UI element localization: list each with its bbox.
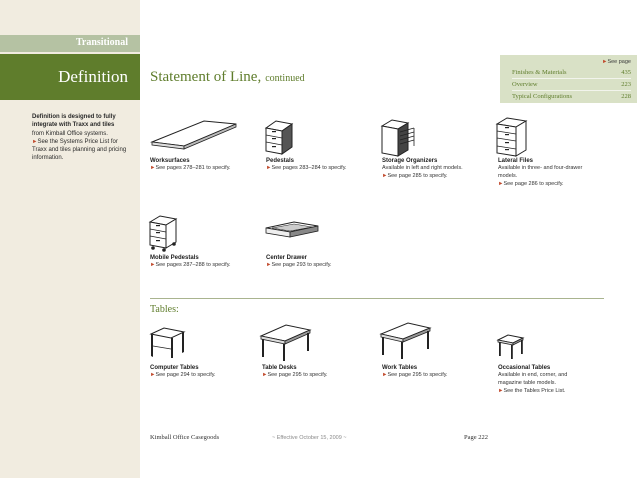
product-name: Center Drawer	[266, 255, 308, 261]
table-note: ►See page 294 to specify.	[150, 372, 216, 378]
product-center-drawer	[264, 220, 320, 244]
reference-row[interactable]	[512, 67, 631, 79]
page-title-continued: continued	[265, 73, 305, 84]
product-note: ►See pages 283–284 to specify.	[266, 165, 347, 171]
table-name: Occasional Tables	[498, 365, 551, 371]
table-name: Work Tables	[382, 365, 418, 371]
sidebar-description	[32, 113, 127, 163]
page-reference-box	[500, 55, 637, 103]
product-name: Worksurfaces	[150, 158, 190, 164]
page-title-main: Statement of Line,	[150, 69, 262, 85]
product-note: ►See pages 287–288 to specify.	[150, 262, 231, 268]
table-desk	[258, 322, 312, 362]
arrow-icon: ►	[150, 262, 156, 268]
table-detail: Available in end, corner, and	[498, 372, 568, 378]
table-computer	[148, 326, 188, 360]
storage-organizer-icon	[378, 118, 418, 158]
table-detail: magazine table models.	[498, 379, 557, 386]
arrow-icon: ►	[266, 262, 272, 268]
sidebar-intro-rest: from Kimball Office systems.	[32, 130, 108, 137]
arrow-icon: ►	[262, 372, 268, 378]
center-drawer-icon	[264, 220, 320, 244]
product-note: ►See pages 278–281 to specify.	[150, 165, 231, 171]
reference-label: Overview	[512, 81, 538, 88]
pedestal-icon	[262, 118, 298, 156]
reference-row[interactable]	[512, 91, 631, 103]
product-worksurfaces	[150, 118, 240, 154]
product-note: ►See page 286 to specify.	[498, 180, 564, 187]
reference-page: 223	[621, 81, 631, 88]
product-detail: Available in three- and four-drawer	[498, 165, 583, 171]
arrow-icon: ►	[601, 59, 608, 65]
section-title: Definition	[58, 67, 128, 86]
product-mobile-pedestals	[147, 214, 181, 254]
arrow-icon: ►	[150, 165, 156, 171]
work-table-icon	[378, 320, 432, 360]
table-name: Table Desks	[262, 365, 297, 371]
worksurface-icon	[150, 118, 240, 154]
product-lateral-files-text	[498, 157, 582, 188]
product-center-drawer-text	[266, 254, 332, 270]
mobile-pedestal-icon	[147, 214, 181, 254]
product-detail: models.	[498, 172, 518, 179]
computer-table-icon	[148, 326, 188, 360]
product-pedestals	[262, 118, 298, 156]
reference-label: Typical Configurations	[512, 93, 573, 100]
product-name: Pedestals	[266, 158, 295, 164]
product-pedestals-text	[266, 157, 347, 173]
table-occasional	[496, 332, 526, 360]
table-name: Computer Tables	[150, 365, 199, 371]
section-header	[0, 54, 140, 100]
arrow-icon: ►	[266, 165, 272, 171]
footer-effective-date: ~ Effective October 15, 2009 ~	[272, 435, 347, 441]
table-work-text	[382, 364, 448, 380]
table-desk-text	[262, 364, 328, 380]
reference-row[interactable]	[512, 79, 631, 91]
reference-page: 228	[621, 93, 631, 100]
section-divider	[150, 298, 604, 299]
table-note: ►See page 295 to specify.	[382, 372, 448, 378]
product-storage-organizers	[378, 118, 418, 158]
footer-page-number: Page 222	[464, 434, 489, 441]
reference-label: Finishes & Materials	[512, 69, 567, 76]
product-name: Mobile Pedestals	[150, 255, 199, 261]
footer-brand: Kimball Office Casegoods	[150, 434, 220, 441]
table-computer-text	[150, 364, 216, 380]
sidebar-intro-bold: Definition is designed to fully integrate with Traxx and tiles	[32, 114, 116, 129]
category-tab-label: Transitional	[75, 37, 128, 48]
product-mobile-pedestals-text	[150, 254, 231, 270]
arrow-icon: ►	[498, 387, 504, 394]
table-desk-icon	[258, 322, 312, 362]
product-name: Storage Organizers	[382, 158, 438, 164]
table-note: ►See page 295 to specify.	[262, 372, 328, 378]
product-worksurfaces-text	[150, 157, 231, 173]
arrow-icon: ►	[498, 180, 504, 187]
occasional-table-icon	[496, 332, 526, 360]
tables-heading: Tables:	[150, 304, 179, 315]
table-occasional-text	[498, 364, 567, 395]
product-detail: Available in left and right models.	[382, 165, 463, 171]
product-name: Lateral Files	[498, 158, 534, 164]
product-lateral-files	[494, 116, 530, 158]
page-title	[150, 68, 305, 86]
arrow-icon: ►	[382, 372, 388, 378]
table-work	[378, 320, 432, 360]
product-storage-organizers-text	[382, 157, 463, 181]
lateral-file-icon	[494, 116, 530, 158]
arrow-icon: ►	[32, 138, 38, 145]
product-note: ►See page 293 to specify.	[266, 262, 332, 268]
table-note: ►See the Tables Price List.	[498, 387, 566, 394]
arrow-icon: ►	[150, 372, 156, 378]
arrow-icon: ►	[382, 172, 388, 179]
reference-page: 435	[621, 69, 631, 76]
reference-header: ►See page	[601, 59, 631, 65]
product-note: ►See page 285 to specify.	[382, 172, 448, 179]
category-tab	[0, 35, 140, 52]
sidebar-note: See the Systems Price List for Traxx and tiles planning and pricing information.	[32, 138, 127, 162]
